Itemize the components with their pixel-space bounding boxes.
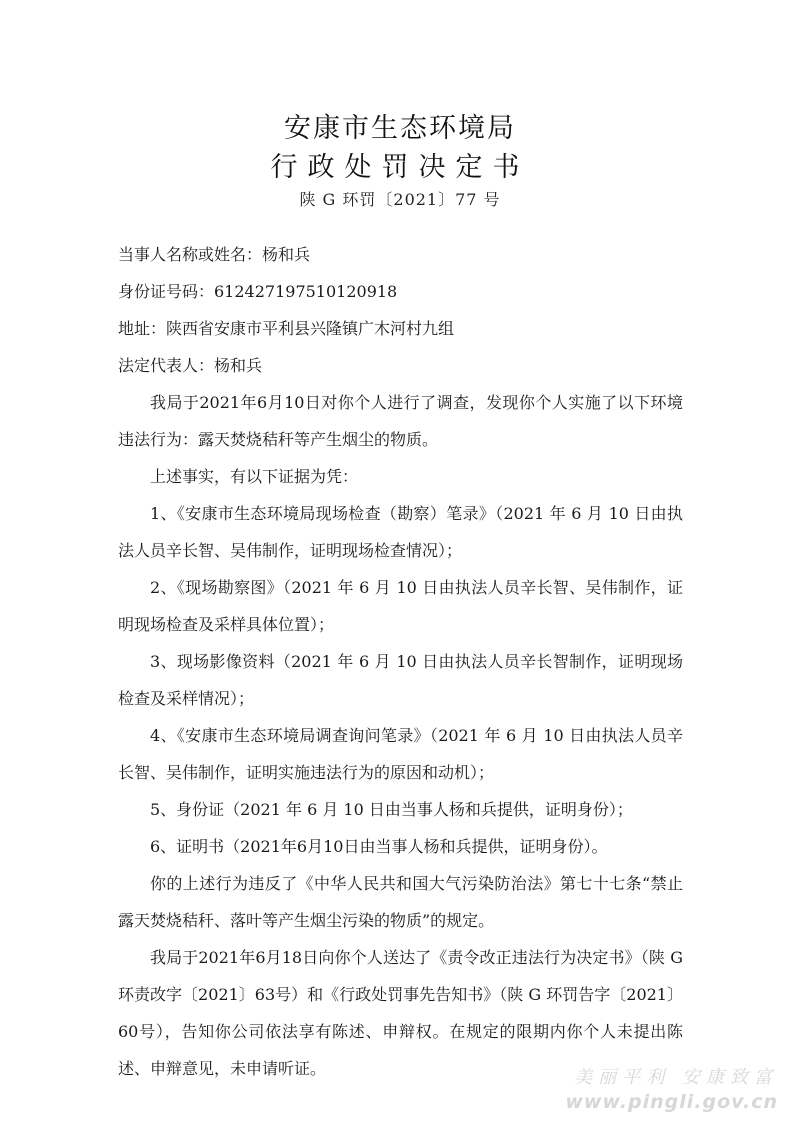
document-number: 陕 G 环罚〔2021〕77 号 xyxy=(299,190,501,209)
evidence-item: 2、《现场勘察图》（2021 年 6 月 10 日由执法人员辛长智、吴伟制作，证明现场检查及采样具体位置）； xyxy=(118,578,683,634)
issuing-organization: 安康市生态环境局 xyxy=(284,113,516,144)
watermark-slogan: 美丽平利 安康致富 xyxy=(574,1067,778,1088)
evidence-item: 1、《安康市生态环境局现场检查（勘察）笔录》（2021 年 6 月 10 日由执法人员辛长智、吴伟制作，证明现场检查情况）； xyxy=(118,504,683,560)
notice-paragraph: 我局于2021年6月18日向你个人送达了《责令改正违法行为决定书》（陕 G 环责改字〔2021〕63号）和《行政处罚事先告知书》（陕 G 环罚告字〔2021〕60号），告知你公司依法享有陈述、申辩权。在规定的限期内你个人未提出陈述、申辩意见，未申请听证。 xyxy=(118,948,683,1078)
party-name: 当事人名称或姓名：杨和兵 xyxy=(118,245,311,264)
evidence-item: 3、现场影像资料（2021 年 6 月 10 日由执法人员辛长智制作，证明现场检查及采样情况）； xyxy=(118,652,683,708)
document-body xyxy=(118,236,683,1087)
evidence-intro: 上述事实，有以下证据为凭： xyxy=(150,467,359,486)
evidence-item: 5、身份证（2021 年 6 月 10 日由当事人杨和兵提供，证明身份）； xyxy=(150,800,633,819)
evidence-item: 6、证明书（2021年6月10日由当事人杨和兵提供，证明身份）。 xyxy=(150,837,608,856)
violation-paragraph: 你的上述行为违反了《中华人民共和国大气污染防治法》第七十七条“禁止露天焚烧秸秆、落叶等产生烟尘污染的物质”的规定。 xyxy=(118,874,683,930)
site-watermark xyxy=(565,1063,778,1113)
document-title: 行政处罚决定书 xyxy=(270,152,530,183)
watermark-site: www.pingli.gov.cn xyxy=(565,1091,778,1113)
party-address: 地址：陕西省安康市平利县兴隆镇广木河村九组 xyxy=(118,319,455,338)
legal-representative: 法定代表人：杨和兵 xyxy=(118,356,263,375)
evidence-item: 4、《安康市生态环境局调查询问笔录》（2021 年 6 月 10 日由执法人员辛长智、吴伟制作，证明实施违法行为的原因和动机）； xyxy=(118,726,683,782)
investigation-paragraph: 我局于2021年6月10日对你个人进行了调查，发现你个人实施了以下环境违法行为：露天焚烧秸秆等产生烟尘的物质。 xyxy=(118,393,683,449)
party-id-number: 身份证号码：612427197510120918 xyxy=(118,282,398,301)
